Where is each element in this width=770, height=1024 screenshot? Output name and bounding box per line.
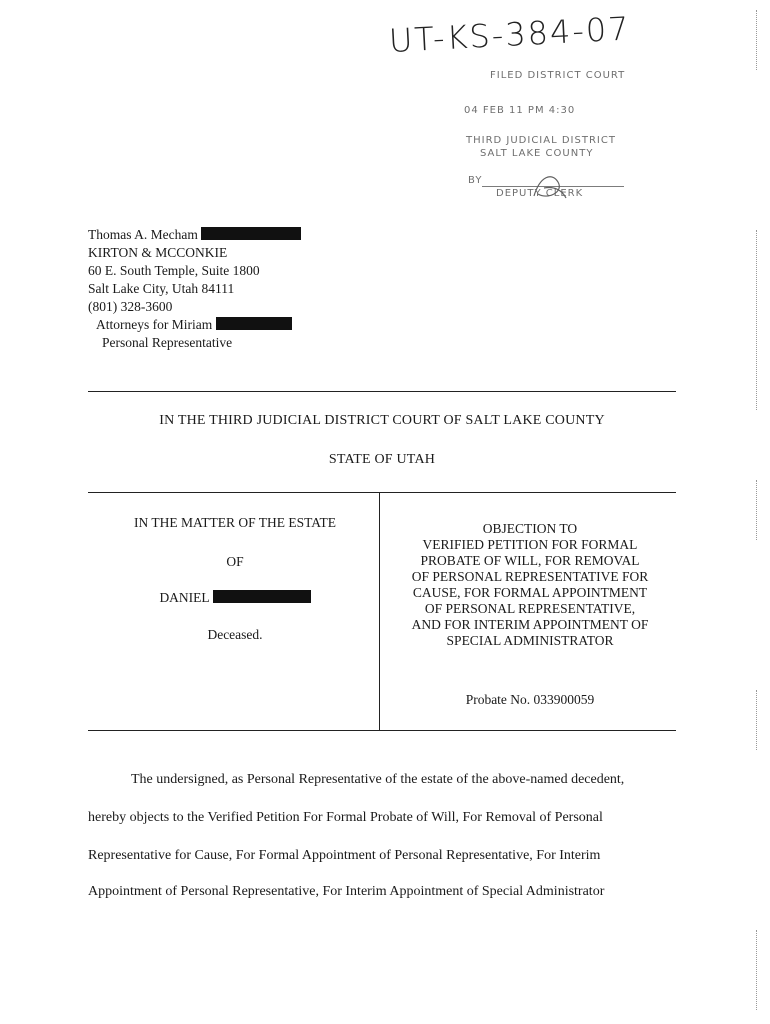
stamp-filed-line: FILED DISTRICT COURT	[490, 70, 626, 81]
probate-number: Probate No. 033900059	[465, 692, 595, 707]
attorney-firm: KIRTON & MCCONKIE	[88, 245, 228, 260]
scan-edge-mark	[756, 10, 758, 70]
attorney-role-line-1	[88, 316, 301, 334]
scan-edge-mark	[756, 930, 758, 1010]
stamp-deputy-clerk: DEPUTY CLERK	[496, 188, 584, 199]
attorney-name-line	[88, 226, 301, 244]
document-title	[385, 521, 675, 649]
redaction-bar	[213, 590, 311, 603]
attorney-block	[88, 226, 301, 352]
body-line-4: Appointment of Personal Representative, For Interim Appointment of Special Administrator	[88, 884, 605, 899]
body-line-1: The undersigned, as Personal Representative of the estate of the above-named decedent,	[131, 772, 625, 787]
handwritten-case-number: UT-KS-384-07	[388, 9, 632, 60]
divider-rule	[88, 391, 676, 392]
body-line-3: Representative for Cause, For Formal Appointment of Personal Representative, For Interim	[88, 848, 601, 863]
document-title-line: CAUSE, FOR FORMAL APPOINTMENT	[412, 585, 648, 600]
document-title-line: OBJECTION TO	[482, 521, 578, 536]
stamp-signature-scribble	[530, 168, 570, 204]
caption-divider	[379, 492, 380, 730]
document-title-line: OF PERSONAL REPRESENTATIVE FOR	[411, 569, 649, 584]
attorney-role-line-2: Personal Representative	[102, 335, 233, 350]
caption-estate-matter: IN THE MATTER OF THE ESTATE	[133, 515, 337, 530]
caption-deceased: Deceased.	[207, 627, 263, 642]
caption-decedent-first-name: DANIEL	[159, 590, 210, 605]
attorney-name: Thomas A. Mecham	[88, 227, 198, 242]
document-title-line: OF PERSONAL REPRESENTATIVE,	[424, 601, 636, 616]
redaction-bar	[201, 227, 301, 240]
document-title-line: SPECIAL ADMINISTRATOR	[446, 633, 614, 648]
court-state: STATE OF UTAH	[328, 452, 436, 467]
attorney-address-2: Salt Lake City, Utah 84111	[88, 281, 235, 296]
stamp-date-line: 04 FEB 11 PM 4:30	[464, 105, 576, 116]
caption-of: OF	[226, 554, 244, 569]
attorney-address-1: 60 E. South Temple, Suite 1800	[88, 263, 260, 278]
attorney-role-text: Attorneys for Miriam	[96, 317, 213, 332]
body-line-2: hereby objects to the Verified Petition For Formal Probate of Will, For Removal of Personal	[88, 810, 603, 825]
attorney-phone: (801) 328-3600	[88, 299, 173, 314]
document-title-line: VERIFIED PETITION FOR FORMAL	[422, 537, 638, 552]
document-title-line: PROBATE OF WILL, FOR REMOVAL	[420, 553, 640, 568]
court-name: IN THE THIRD JUDICIAL DISTRICT COURT OF SALT LAKE COUNTY	[159, 413, 605, 428]
document-title-line: AND FOR INTERIM APPOINTMENT OF	[411, 617, 649, 632]
caption-decedent-line	[100, 590, 370, 606]
redaction-bar	[216, 317, 292, 330]
scan-edge-mark	[756, 230, 758, 410]
stamp-by-label: BY	[468, 175, 483, 186]
stamp-county-line: SALT LAKE COUNTY	[480, 148, 594, 159]
caption-bottom-rule	[88, 730, 676, 731]
stamp-district-line: THIRD JUDICIAL DISTRICT	[466, 135, 616, 146]
scan-edge-mark	[756, 480, 758, 540]
filing-stamp	[460, 60, 630, 210]
scan-edge-mark	[756, 690, 758, 750]
caption-top-rule	[88, 492, 676, 493]
